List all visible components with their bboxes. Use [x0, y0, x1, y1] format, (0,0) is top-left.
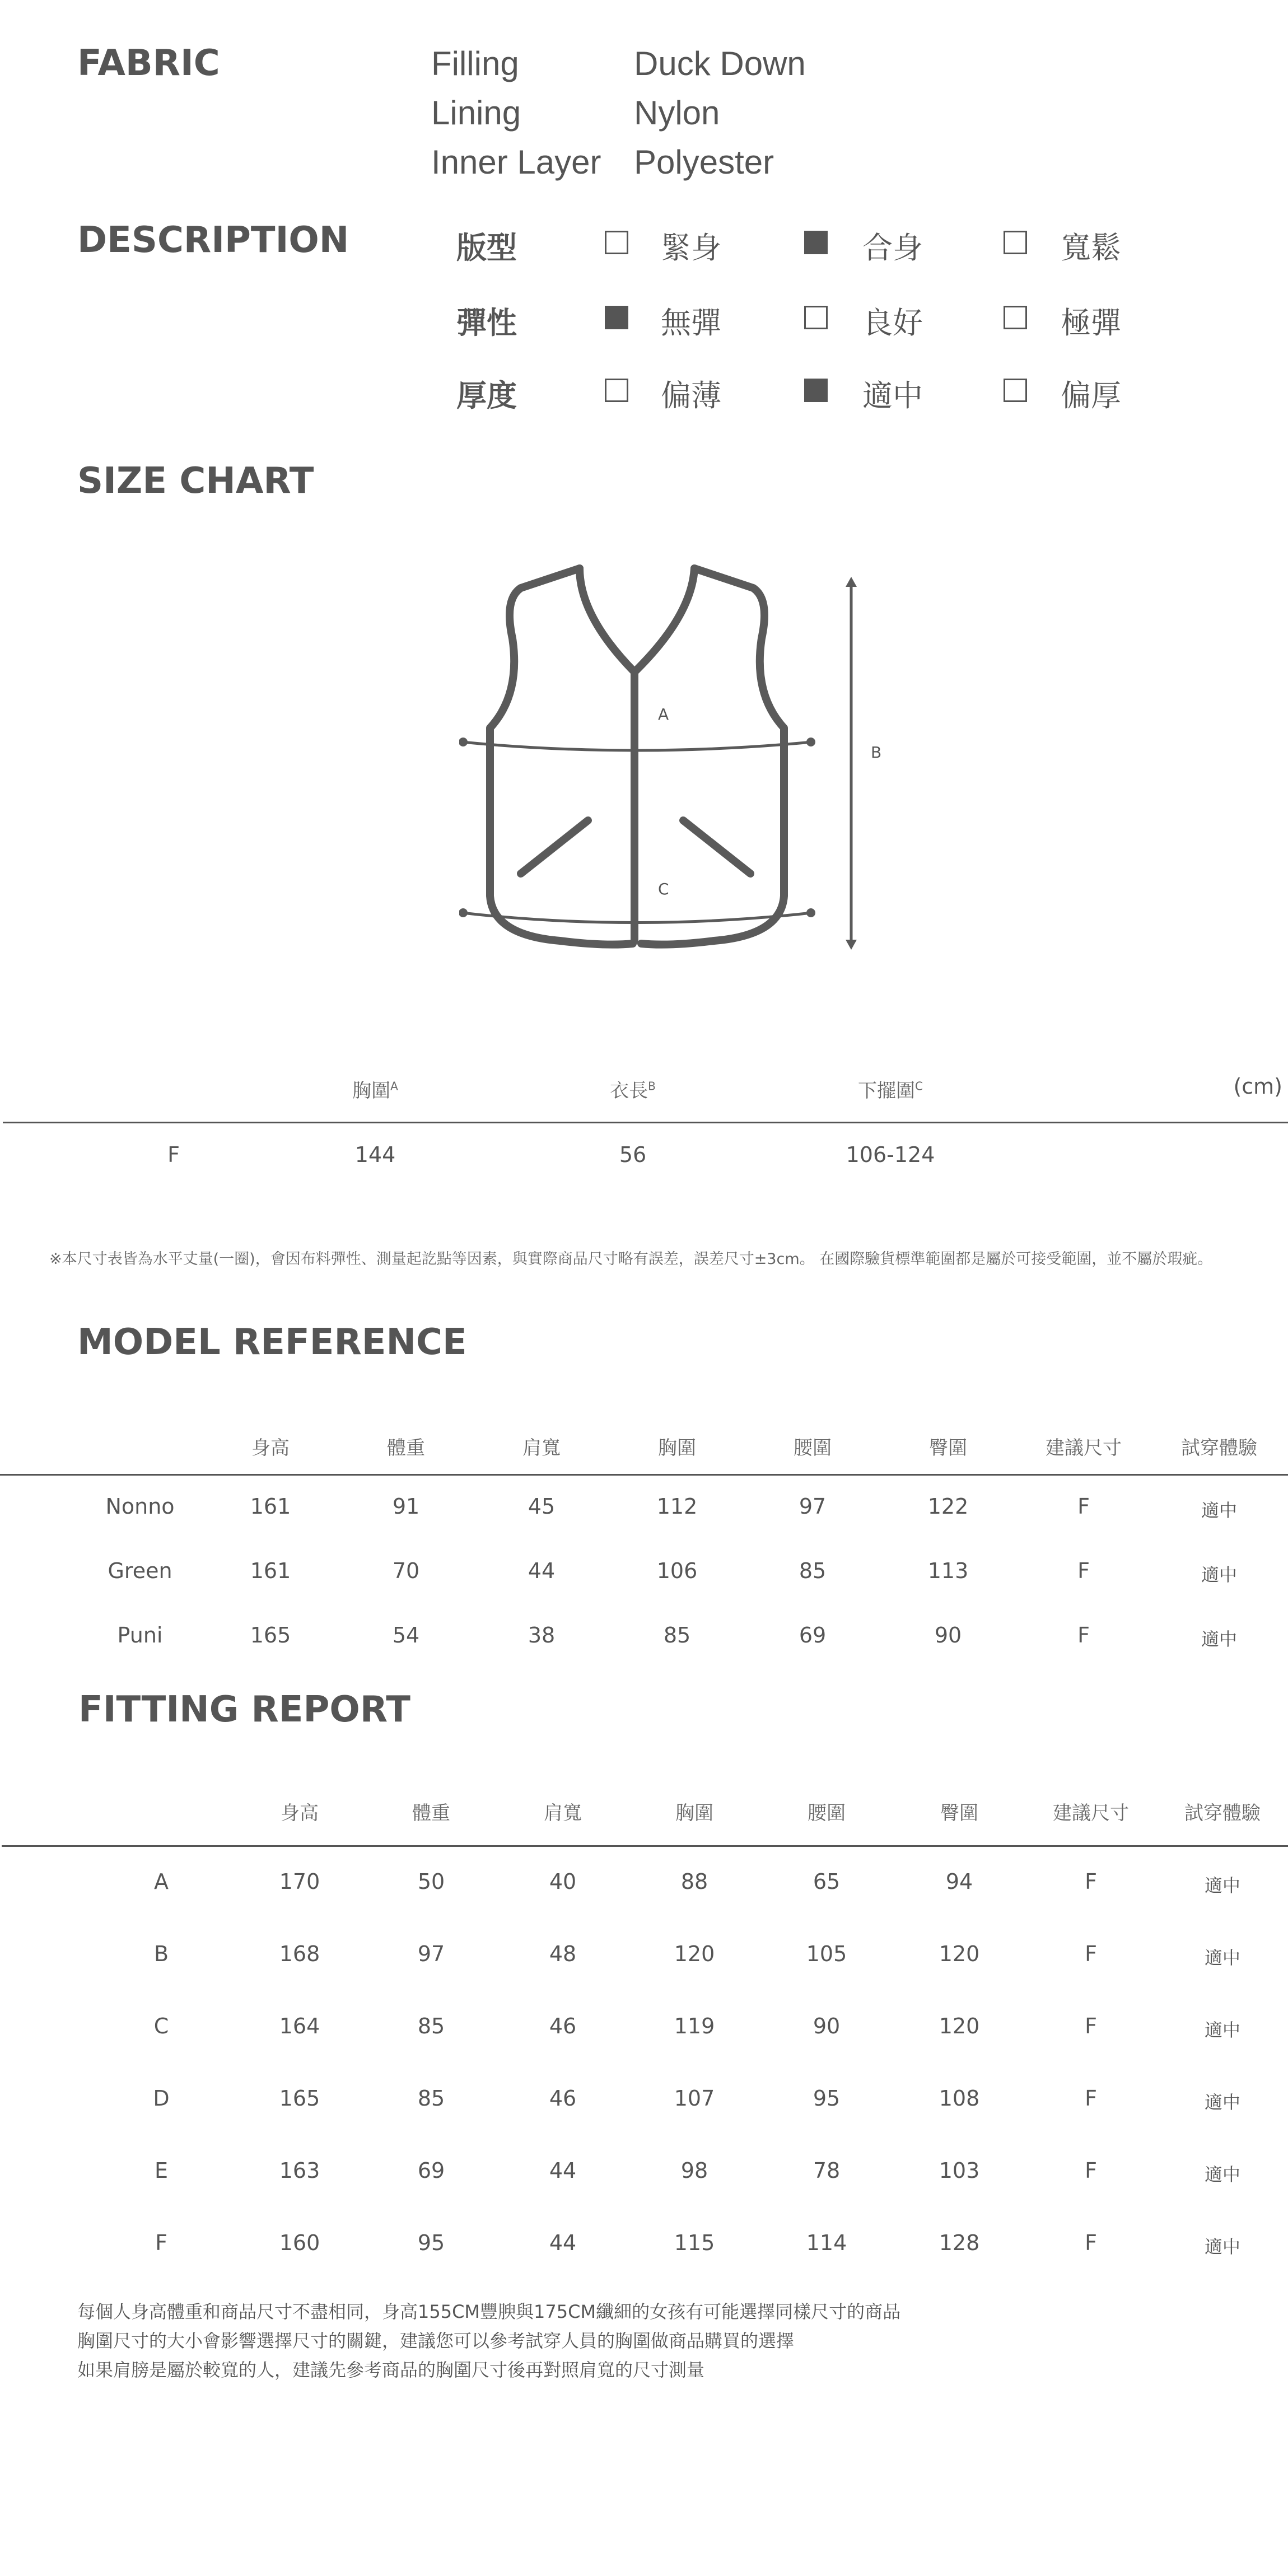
size-chart-title: SIZE CHART — [77, 460, 314, 502]
fabric-title: FABRIC — [77, 43, 220, 84]
table-cell: 115 — [674, 2230, 715, 2255]
table-header: 身高 — [251, 1437, 290, 1459]
table-cell: F — [1085, 1869, 1097, 1894]
table-cell: 97 — [799, 1494, 827, 1519]
diagram-label-c: C — [658, 880, 669, 898]
table-cell: 165 — [250, 1623, 291, 1648]
size-unit: (cm) — [1233, 1074, 1282, 1099]
table-cell: 113 — [927, 1558, 969, 1583]
table-rule — [0, 1474, 1288, 1476]
table-cell: 88 — [680, 1869, 708, 1894]
table-cell: 161 — [250, 1494, 291, 1519]
size-value-chest: 144 — [354, 1142, 396, 1167]
size-header-chest: 胸圍$^A$ — [352, 1079, 398, 1102]
table-cell: 161 — [250, 1558, 291, 1583]
description-option: 偏厚 — [1061, 378, 1121, 413]
vest-neckline — [580, 568, 694, 672]
table-cell: 45 — [528, 1494, 556, 1519]
table-header: 肩寬 — [544, 1802, 582, 1824]
table-cell: 44 — [549, 2158, 577, 2183]
description-option: 緊身 — [661, 230, 721, 265]
table-cell: 120 — [674, 1942, 715, 1966]
checkbox-unchecked — [605, 231, 628, 254]
table-cell: 85 — [799, 1558, 827, 1583]
fabric-values — [634, 39, 806, 187]
table-row-name: B — [153, 1942, 169, 1966]
table-cell: F — [1085, 2230, 1097, 2255]
table-cell: 48 — [549, 1942, 577, 1966]
table-cell: 78 — [813, 2158, 841, 2183]
fitting-report-title: FITTING REPORT — [78, 1689, 410, 1730]
table-cell: 適中 — [1204, 2092, 1240, 2113]
table-cell: 164 — [279, 2014, 320, 2038]
table-row-name: A — [154, 1869, 169, 1894]
table-cell: 91 — [392, 1494, 420, 1519]
description-label: 版型 — [456, 230, 517, 265]
description-label: 彈性 — [456, 305, 517, 340]
table-header: 腰圍 — [794, 1437, 832, 1459]
table-cell: 38 — [528, 1623, 556, 1648]
table-cell: 160 — [279, 2230, 320, 2255]
table-cell: 120 — [939, 1942, 980, 1966]
description-option: 合身 — [862, 230, 923, 265]
diagram-label-b: B — [871, 743, 882, 762]
fabric-value-filling: Duck Down — [634, 45, 806, 82]
fabric-value-lining: Nylon — [634, 94, 720, 132]
table-header: 體重 — [387, 1437, 425, 1459]
table-cell: 適中 — [1201, 1564, 1237, 1585]
table-header: 建議尺寸 — [1053, 1802, 1129, 1824]
vest-left-outline — [490, 568, 633, 945]
checkbox-unchecked — [605, 379, 628, 402]
vest-right-pocket — [683, 820, 750, 874]
table-cell: 108 — [939, 2086, 980, 2111]
description-option: 無彈 — [661, 305, 721, 340]
table-cell: 65 — [813, 1869, 841, 1894]
table-cell: 50 — [417, 1869, 445, 1894]
size-header-hem: 下擺圍$^C$ — [858, 1079, 923, 1102]
table-cell: 54 — [392, 1623, 420, 1648]
table-cell: 46 — [549, 2086, 577, 2111]
table-cell: 70 — [392, 1558, 420, 1583]
table-cell: 90 — [934, 1623, 962, 1648]
description-label: 厚度 — [456, 378, 517, 413]
table-cell: 適中 — [1201, 1628, 1237, 1650]
footer-line-1: 每個人身高體重和商品尺寸不盡相同，身高155CM豐腴與175CM纖細的女孩有可能選擇同樣尺寸的商品 — [77, 2301, 901, 2322]
table-cell: 44 — [528, 1558, 556, 1583]
table-cell: 120 — [939, 2014, 980, 2038]
footer-notes — [77, 2297, 900, 2384]
table-cell: 44 — [549, 2230, 577, 2255]
checkbox-unchecked — [1004, 231, 1027, 254]
table-cell: 95 — [417, 2230, 445, 2255]
table-cell: F — [1077, 1623, 1090, 1648]
table-row-name: Puni — [117, 1623, 163, 1648]
table-cell: 119 — [674, 2014, 715, 2038]
fabric-label-filling: Filling — [431, 45, 519, 82]
size-row-label: F — [167, 1142, 180, 1167]
table-cell: 適中 — [1201, 1500, 1237, 1521]
table-header: 腰圍 — [808, 1802, 846, 1824]
arrow-down-icon — [846, 940, 857, 950]
table-cell: 97 — [417, 1942, 445, 1966]
table-cell: 95 — [813, 2086, 841, 2111]
checkbox-unchecked — [804, 306, 828, 329]
table-cell: 103 — [939, 2158, 980, 2183]
table-cell: F — [1085, 2158, 1097, 2183]
fabric-label-inner-layer: Inner Layer — [431, 143, 601, 181]
table-header: 胸圍 — [658, 1437, 696, 1459]
table-cell: 114 — [806, 2230, 847, 2255]
table-header: 胸圍 — [675, 1802, 713, 1824]
table-cell: 適中 — [1204, 2164, 1240, 2185]
table-rule — [2, 1845, 1288, 1847]
table-header: 試穿體驗 — [1181, 1437, 1257, 1459]
table-cell: F — [1077, 1494, 1090, 1519]
table-cell: 98 — [680, 2158, 708, 2183]
vest-diagram — [459, 560, 918, 963]
checkbox-checked — [804, 231, 828, 254]
description-option: 適中 — [862, 378, 923, 413]
description-option: 偏薄 — [661, 378, 721, 413]
table-cell: 165 — [279, 2086, 320, 2111]
table-cell: 46 — [549, 2014, 577, 2038]
table-row-name: Green — [108, 1558, 172, 1583]
table-cell: 適中 — [1204, 2019, 1240, 2041]
size-value-length: 56 — [619, 1142, 647, 1167]
vest-left-pocket — [521, 820, 588, 874]
size-header-length: 衣長$^B$ — [610, 1079, 656, 1102]
fabric-value-inner-layer: Polyester — [634, 143, 774, 181]
arrow-up-icon — [846, 577, 857, 587]
table-cell: 90 — [813, 2014, 841, 2038]
table-cell: 94 — [945, 1869, 973, 1894]
model-reference-title: MODEL REFERENCE — [77, 1322, 467, 1363]
description-option: 極彈 — [1061, 305, 1121, 340]
table-cell: 163 — [279, 2158, 320, 2183]
table-header: 臀圍 — [940, 1802, 978, 1824]
table-cell: F — [1085, 2086, 1097, 2111]
size-value-hem: 106-124 — [846, 1142, 935, 1167]
description-option: 寬鬆 — [1061, 230, 1121, 265]
table-cell: 85 — [663, 1623, 691, 1648]
table-cell: 170 — [279, 1869, 320, 1894]
table-cell: 適中 — [1204, 1947, 1240, 1968]
table-row-name: E — [154, 2158, 168, 2183]
table-cell: F — [1085, 2014, 1097, 2038]
checkbox-unchecked — [1004, 379, 1027, 402]
table-cell: 105 — [806, 1942, 847, 1966]
table-row-name: D — [153, 2086, 170, 2111]
size-note: ※本尺寸表皆為水平丈量(一圈)，會因布料彈性、測量起訖點等因素，與實際商品尺寸略有誤差，誤差尺寸±3cm。 在國際驗貨標準範圍都是屬於可接受範圍，並不屬於瑕疵。 — [49, 1250, 1213, 1268]
table-header: 臀圍 — [929, 1437, 967, 1459]
table-cell: 106 — [656, 1558, 698, 1583]
table-cell: F — [1085, 1942, 1097, 1966]
table-cell: 40 — [549, 1869, 577, 1894]
table-cell: 適中 — [1204, 1875, 1240, 1896]
table-row-name: Nonno — [105, 1494, 175, 1519]
table-cell: 128 — [939, 2230, 980, 2255]
table-cell: 85 — [417, 2086, 445, 2111]
table-cell: 適中 — [1204, 2236, 1240, 2257]
checkbox-checked — [605, 306, 628, 329]
table-cell: 168 — [279, 1942, 320, 1966]
table-cell: F — [1077, 1558, 1090, 1583]
table-cell: 69 — [417, 2158, 445, 2183]
table-header: 體重 — [412, 1802, 450, 1824]
table-header: 建議尺寸 — [1046, 1437, 1122, 1459]
checkbox-checked — [804, 379, 828, 402]
table-row-name: F — [155, 2230, 167, 2255]
fabric-label-lining: Lining — [431, 94, 521, 132]
table-cell: 107 — [674, 2086, 715, 2111]
table-header: 身高 — [281, 1802, 319, 1824]
table-cell: 112 — [656, 1494, 698, 1519]
table-cell: 122 — [927, 1494, 969, 1519]
table-cell: 69 — [799, 1623, 827, 1648]
table-header: 試穿體驗 — [1184, 1802, 1261, 1824]
description-title: DESCRIPTION — [77, 220, 349, 261]
description-option: 良好 — [862, 305, 923, 340]
table-header: 肩寬 — [522, 1437, 561, 1459]
table-row-name: C — [153, 2014, 169, 2038]
footer-line-2: 胸圍尺寸的大小會影響選擇尺寸的關鍵，建議您可以參考試穿人員的胸圍做商品購買的選擇 — [77, 2330, 795, 2351]
size-table-rule — [3, 1122, 1288, 1123]
footer-line-3: 如果肩膀是屬於較寬的人，建議先參考商品的胸圍尺寸後再對照肩寬的尺寸測量 — [77, 2359, 705, 2381]
checkbox-unchecked — [1004, 306, 1027, 329]
diagram-label-a: A — [658, 705, 669, 724]
fabric-labels — [431, 39, 601, 187]
table-cell: 85 — [417, 2014, 445, 2038]
